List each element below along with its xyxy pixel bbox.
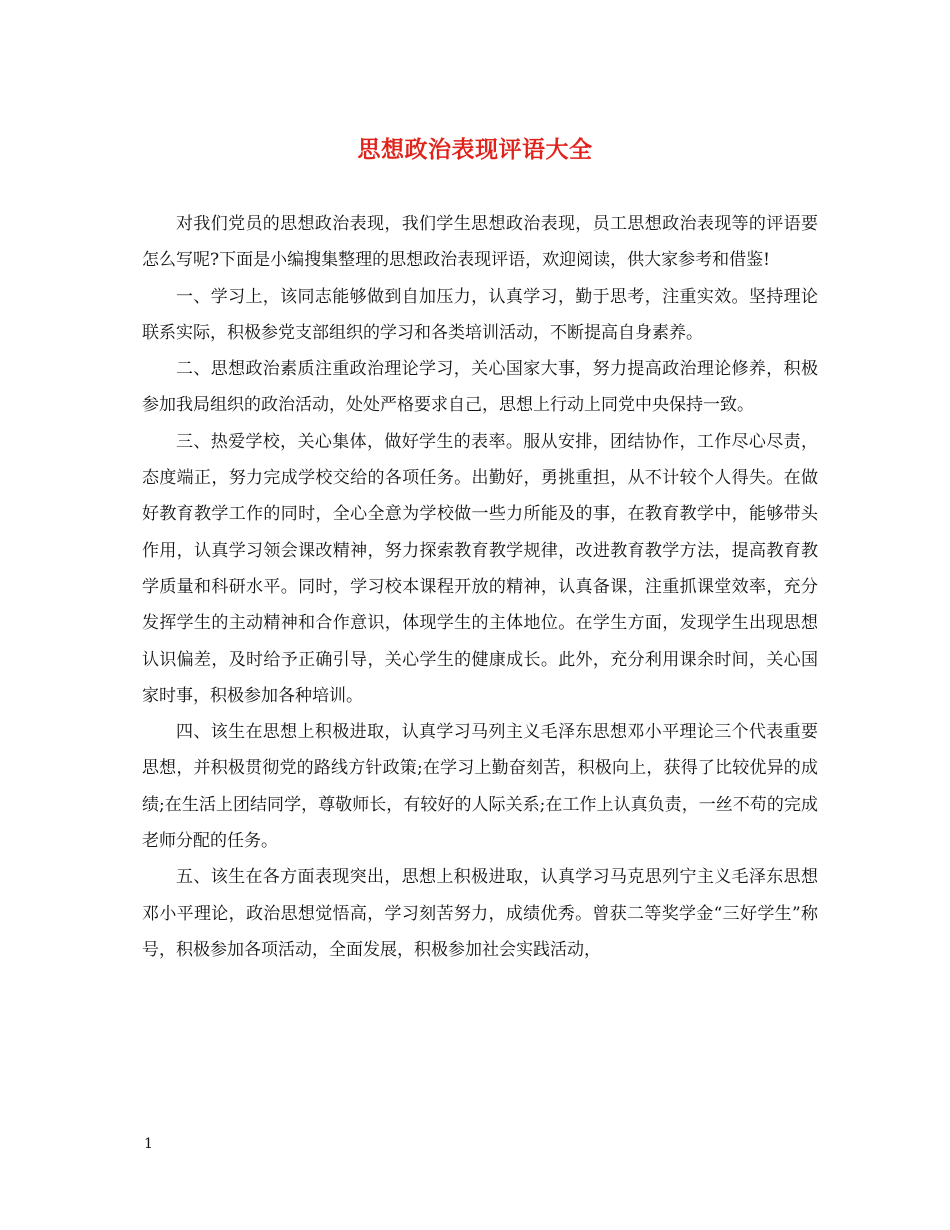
page-number: 1: [144, 1136, 153, 1152]
paragraph-3: 三、热爱学校，关心集体，做好学生的表率。服从安排，团结协作，工作尽心尽责，态度端正，努力完成学校交给的各项任务。出勤好，勇挑重担，从不计较个人得失。在做好教育教学工作的同时，全心全意为学校做一些力所能及的事，在教育教学中，能够带头作用，认真学习领会课改精神，努力探索教育教学规律，改进教育教学方法，提高教育教学质量和科研水平。同时，学习校本课程开放的精神，认真备课，注重抓课堂效率，充分发挥学生的主动精神和合作意识，体现学生的主体地位。在学生方面，发现学生出现思想认识偏差，及时给予正确引导，关心学生的健康成长。此外，充分利用课余时间，关心国家时事，积极参加各种培训。: [142, 431, 818, 706]
document-body: [142, 206, 818, 968]
paragraph-2: 二、思想政治素质注重政治理论学习，关心国家大事，努力提高政治理论修养，积极参加我局组织的政治活动，处处严格要求自己，思想上行动上同党中央保持一致。: [142, 359, 818, 416]
paragraph-4: 四、该生在思想上积极进取，认真学习马列主义毛泽东思想邓小平理论三个代表重要思想，并积极贯彻党的路线方针政策;在学习上勤奋刻苦，积极向上，获得了比较优异的成绩;在生活上团结同学，尊敬师长，有较好的人际关系;在工作上认真负责，一丝不苟的完成老师分配的任务。: [142, 722, 818, 852]
paragraph-5: 五、该生在各方面表现突出，思想上积极进取，认真学习马克思列宁主义毛泽东思想邓小平理论，政治思想觉悟高，学习刻苦努力，成绩优秀。曾获二等奖学金“三好学生”称号，积极参加各项活动，全面发展，积极参加社会实践活动，: [142, 867, 818, 960]
paragraph-1: 一、学习上，该同志能够做到自加压力，认真学习，勤于思考，注重实效。坚持理论联系实际，积极参党支部组织的学习和各类培训活动，不断提高自身素养。: [142, 286, 818, 343]
document-title: 思想政治表现评语大全: [357, 136, 593, 163]
intro-paragraph: 对我们党员的思想政治表现，我们学生思想政治表现，员工思想政治表现等的评语要怎么写呢?下面是小编搜集整理的思想政治表现评语，欢迎阅读，供大家参考和借鉴!: [142, 214, 818, 271]
